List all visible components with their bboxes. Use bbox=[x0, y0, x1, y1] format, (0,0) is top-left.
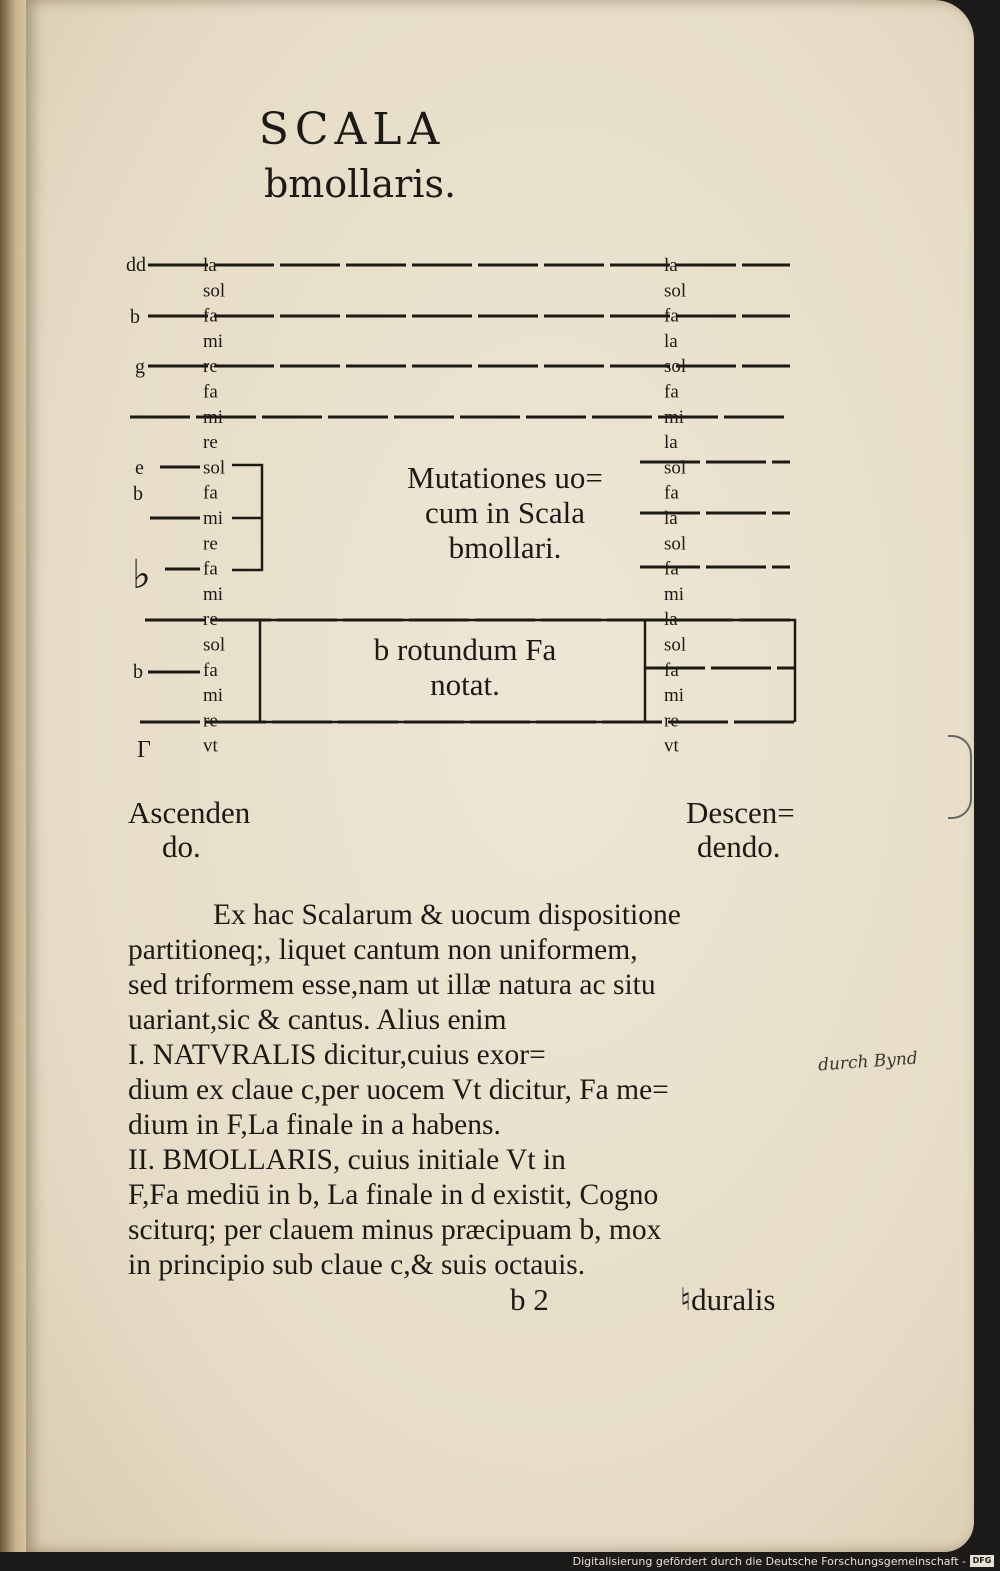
body-line-2: partitioneq;, liquet cantum non uniformem, bbox=[128, 934, 638, 966]
mutationes-line-2: cum in Scala bbox=[424, 495, 586, 530]
right-syllable-8: la bbox=[664, 432, 678, 454]
key-g: g bbox=[135, 356, 145, 378]
body-line-5: I. NATVRALIS dicitur,cuius exor= bbox=[128, 1039, 546, 1071]
left-keys bbox=[126, 254, 151, 763]
left-syllable-7: mi bbox=[203, 406, 224, 428]
right-syllable-12: sol bbox=[664, 533, 687, 555]
right-syllable-5: sol bbox=[664, 356, 687, 378]
body-line-11: in principio sub claue c,& suis octauis. bbox=[128, 1249, 586, 1281]
right-syllable-17: fa bbox=[664, 659, 679, 681]
key-gamma: Γ bbox=[137, 737, 151, 763]
body-line-8: II. BMOLLARIS, cuius initiale Vt in bbox=[128, 1144, 566, 1176]
rotundum-line-1: b rotundum Fa bbox=[373, 632, 557, 667]
title-bmollaris: bmollaris. bbox=[263, 162, 457, 206]
mutationes-line-3: bmollari. bbox=[448, 530, 562, 565]
key-b-low: b bbox=[133, 661, 143, 683]
left-syllable-11: mi bbox=[203, 508, 224, 529]
right-syllable-9: sol bbox=[664, 457, 687, 479]
left-syllable-1: la bbox=[203, 255, 217, 276]
left-syllable-13: fa bbox=[203, 558, 218, 580]
catchword: ♮duralis bbox=[680, 1282, 776, 1317]
right-syllable-18: mi bbox=[664, 685, 685, 707]
caption-descendendo-2: dendo. bbox=[697, 829, 781, 864]
mutationes-text bbox=[370, 460, 640, 565]
left-syllable-5: re bbox=[203, 356, 218, 378]
right-syllable-4: la bbox=[664, 330, 678, 352]
key-e: e bbox=[135, 457, 144, 479]
right-syllable-10: fa bbox=[664, 482, 679, 504]
right-syllable-15: la bbox=[664, 609, 678, 631]
left-syllable-10: fa bbox=[203, 482, 218, 504]
left-syllable-15: re bbox=[203, 609, 218, 631]
left-syllable-4: mi bbox=[203, 330, 224, 352]
right-syllable-20: vt bbox=[664, 735, 679, 757]
left-syllable-2: sol bbox=[203, 280, 226, 302]
mutationes-line-1: Mutationes uo= bbox=[407, 460, 603, 495]
body-line-6: dium ex claue c,per uocem Vt dicitur, Fa me= bbox=[128, 1074, 669, 1106]
left-syllable-18: mi bbox=[203, 685, 224, 707]
key-flat-sign: ♭ bbox=[132, 552, 151, 597]
left-syllable-3: fa bbox=[203, 305, 218, 327]
handwritten-margin-note: durch Bynd bbox=[817, 1048, 919, 1076]
right-syllable-3: fa bbox=[664, 305, 679, 327]
left-syllable-20: vt bbox=[203, 735, 218, 757]
caption-ascendendo-2: do. bbox=[162, 829, 201, 864]
key-dd: dd bbox=[126, 254, 146, 276]
left-syllable-12: re bbox=[203, 533, 218, 555]
right-syllable-6: fa bbox=[664, 381, 679, 403]
left-syllable-19: re bbox=[203, 710, 218, 732]
right-syllable-16: sol bbox=[664, 634, 687, 656]
caption-ascendendo-1: Ascenden bbox=[128, 795, 251, 830]
right-syllable-19: re bbox=[664, 710, 679, 732]
signature-mark: b 2 bbox=[510, 1282, 549, 1317]
body-line-7: dium in F,La finale in a habens. bbox=[128, 1109, 501, 1141]
rotundum-text bbox=[335, 632, 595, 702]
dfg-logo: DFG bbox=[970, 1555, 994, 1567]
rotundum-line-2: notat. bbox=[430, 667, 500, 702]
left-syllable-14: mi bbox=[203, 583, 224, 605]
right-syllable-2: sol bbox=[664, 280, 687, 302]
left-syllable-16: sol bbox=[203, 634, 226, 656]
title-scala: SCALA bbox=[258, 104, 446, 155]
left-syllable-9: sol bbox=[203, 457, 226, 479]
left-syllables bbox=[203, 255, 225, 757]
body-line-4: uariant,sic & cantus. Alius enim bbox=[128, 1004, 507, 1036]
right-syllable-14: mi bbox=[664, 583, 685, 605]
body-line-1: Ex hac Scalarum & uocum dispositione bbox=[213, 899, 681, 931]
right-syllable-1: la bbox=[664, 255, 678, 276]
left-syllable-17: fa bbox=[203, 659, 218, 681]
body-line-3: sed triformem esse,nam ut illæ natura ac situ bbox=[128, 969, 656, 1001]
caption-descendendo-1: Descen= bbox=[686, 795, 795, 830]
body-text bbox=[128, 898, 818, 1283]
body-line-10: sciturq; per clauem minus præcipuam b, mox bbox=[128, 1214, 662, 1246]
digitization-credit: Digitalisierung gefördert durch die Deutsche Forschungsgemeinschaft - bbox=[572, 1555, 966, 1568]
key-b-mid: b bbox=[133, 483, 143, 505]
right-syllable-7: mi bbox=[664, 406, 685, 428]
right-syllables bbox=[664, 255, 686, 757]
left-syllable-6: fa bbox=[203, 381, 218, 403]
right-syllable-13: fa bbox=[664, 558, 679, 580]
key-b-top: b bbox=[130, 306, 140, 328]
body-line-9: F,Fa mediū in b, La finale in d existit, Cogno bbox=[128, 1179, 659, 1211]
left-syllable-8: re bbox=[203, 432, 218, 454]
right-syllable-11: la bbox=[664, 508, 678, 529]
